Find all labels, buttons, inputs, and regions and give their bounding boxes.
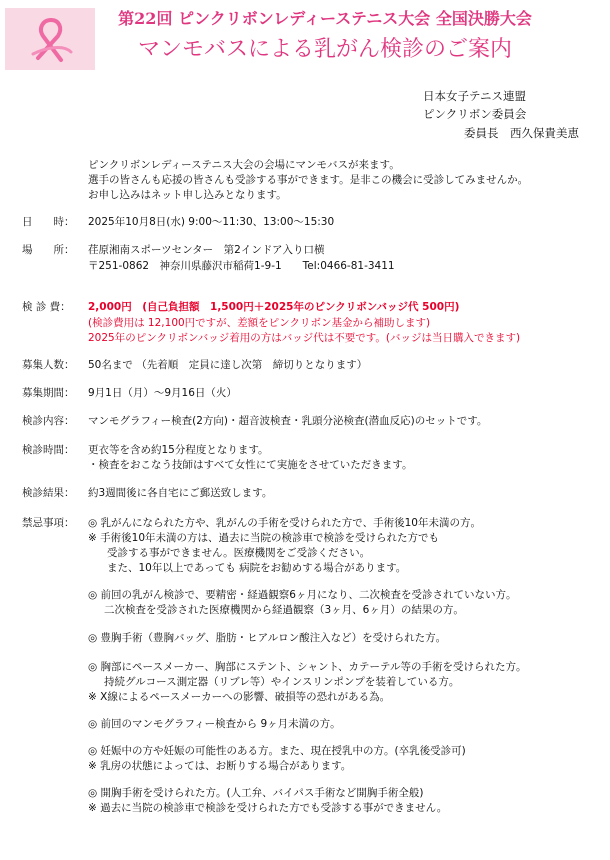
prohibited-item: ◎ 妊娠中の方や妊娠の可能性のある方。また、現在授乳中の方。(卒乳後受診可) [88, 745, 466, 757]
prohibited-note: 持続グルコース測定器（リブレ等）やインスリンポンプを装着している方。 [104, 676, 460, 688]
prohibited-note: また、10年以上であっても 病院をお勧めする場合があります。 [107, 562, 407, 574]
prohibited-note: ※ 過去に当院の検診車で検診を受けられた方でも受診する事ができません。 [88, 802, 448, 814]
duration-value: 更衣等を含め約15分程度となります。 [88, 444, 269, 456]
page-title: マンモバスによる乳がん検診のご案内 [137, 37, 512, 62]
date-value: 2025年10月8日(水) 9:00～11:30、13:00～15:30 [88, 216, 335, 228]
prohibited-item: ◎ 前回のマンモグラフィー検査から 9ヶ月未満の方。 [88, 718, 341, 730]
organizer-committee: ピンクリボン委員会 [423, 107, 527, 121]
organizer-name: 日本女子テニス連盟 [423, 89, 527, 103]
prohibited-item: ◎ 豊胸手術（豊胸バッグ、脂肪・ヒアルロン酸注入など）を受けられた方。 [88, 632, 447, 644]
capacity-value: 50名まで （先着順 定員に達し次第 締切りとなります） [88, 359, 368, 371]
prohibited-item: ◎ 開胸手術を受けられた方。(人工弁、バイパス手術など開胸手術全般) [88, 787, 424, 799]
prohibited-item: ◎ 前回の乳がん検診で、要精密・経過観察6ヶ月になり、二次検査を受診されていない方。 [88, 589, 517, 601]
event-title: 第22回 ピンクリボンレディーステニス大会 全国決勝大会 [118, 9, 532, 28]
prohibited-note: 二次検査を受診された医療機関から経過観察（3ヶ月、6ヶ月）の結果の方。 [104, 604, 464, 616]
fee-badge-note: 2025年のピンクリボンバッジ着用の方はバッジ代は不要です。(バッジは当日購入できます) [88, 332, 521, 344]
fee-label: 検 診 費： [22, 301, 71, 313]
prohibited-note: 受診する事ができません。医療機関をご受診ください。 [107, 547, 371, 559]
prohibited-item: ◎ 胸部にペースメーカー、胸部にステント、シャント、カテーテル等の手術を受けられた方。 [88, 661, 527, 673]
place-name: 荏原湘南スポーツセンター 第2インドア入り口横 [88, 244, 325, 256]
prohibited-note: ※ 手術後10年未満の方は、過去に当院の検診車で検診を受けられた方でも [88, 532, 439, 544]
prohibited-note: ※ X線によるペースメーカーへの影響、破損等の恐れがある為。 [88, 691, 391, 703]
intro-line: 選手の皆さんも応援の皆さんも受診する事ができます。是非この機会に受診してみませんか。 [88, 174, 529, 186]
prohibited-label: 禁忌事項： [22, 517, 75, 529]
period-label: 募集期間： [22, 387, 75, 399]
content-value: マンモグラフィー検査(2方向)・超音波検査・乳頭分泌検査(潜血反応)のセットです。 [88, 415, 488, 427]
intro-line: お申し込みはネット申し込みとなります。 [88, 189, 287, 201]
result-value: 約3週間後に各自宅にご郵送致します。 [88, 487, 273, 499]
duration-note: ・検査をおこなう技師はすべて女性にて実施をさせていただきます。 [88, 459, 413, 471]
organizer-chair: 委員長 西久保貴美恵 [464, 126, 579, 140]
prohibited-note: ※ 乳房の状態によっては、お断りする場合があります。 [88, 760, 352, 772]
fee-amount: 2,000円 (自己負担額 1,500円＋2025年のピンクリボンバッジ代 500円) [88, 301, 460, 313]
date-label: 日 時： [22, 216, 75, 228]
prohibited-item: ◎ 乳がんになられた方や、乳がんの手術を受けられた方で、手術後10年未満の方。 [88, 517, 481, 529]
intro-line: ピンクリボンレディーステニス大会の会場にマンモバスが来ます。 [88, 159, 400, 171]
place-label: 場 所： [22, 244, 75, 256]
fee-note: (検診費用は 12,100円ですが、差額をピンクリボン基金から補助します) [88, 317, 431, 329]
duration-label: 検診時間： [22, 444, 75, 456]
place-address: 〒251-0862 神奈川県藤沢市稲荷1-9-1 Tel:0466-81-3411 [88, 260, 395, 272]
capacity-label: 募集人数： [22, 359, 75, 371]
result-label: 検診結果： [22, 487, 75, 499]
content-label: 検診内容： [22, 415, 75, 427]
period-value: 9月1日（月）～9月16日（火） [88, 387, 237, 399]
